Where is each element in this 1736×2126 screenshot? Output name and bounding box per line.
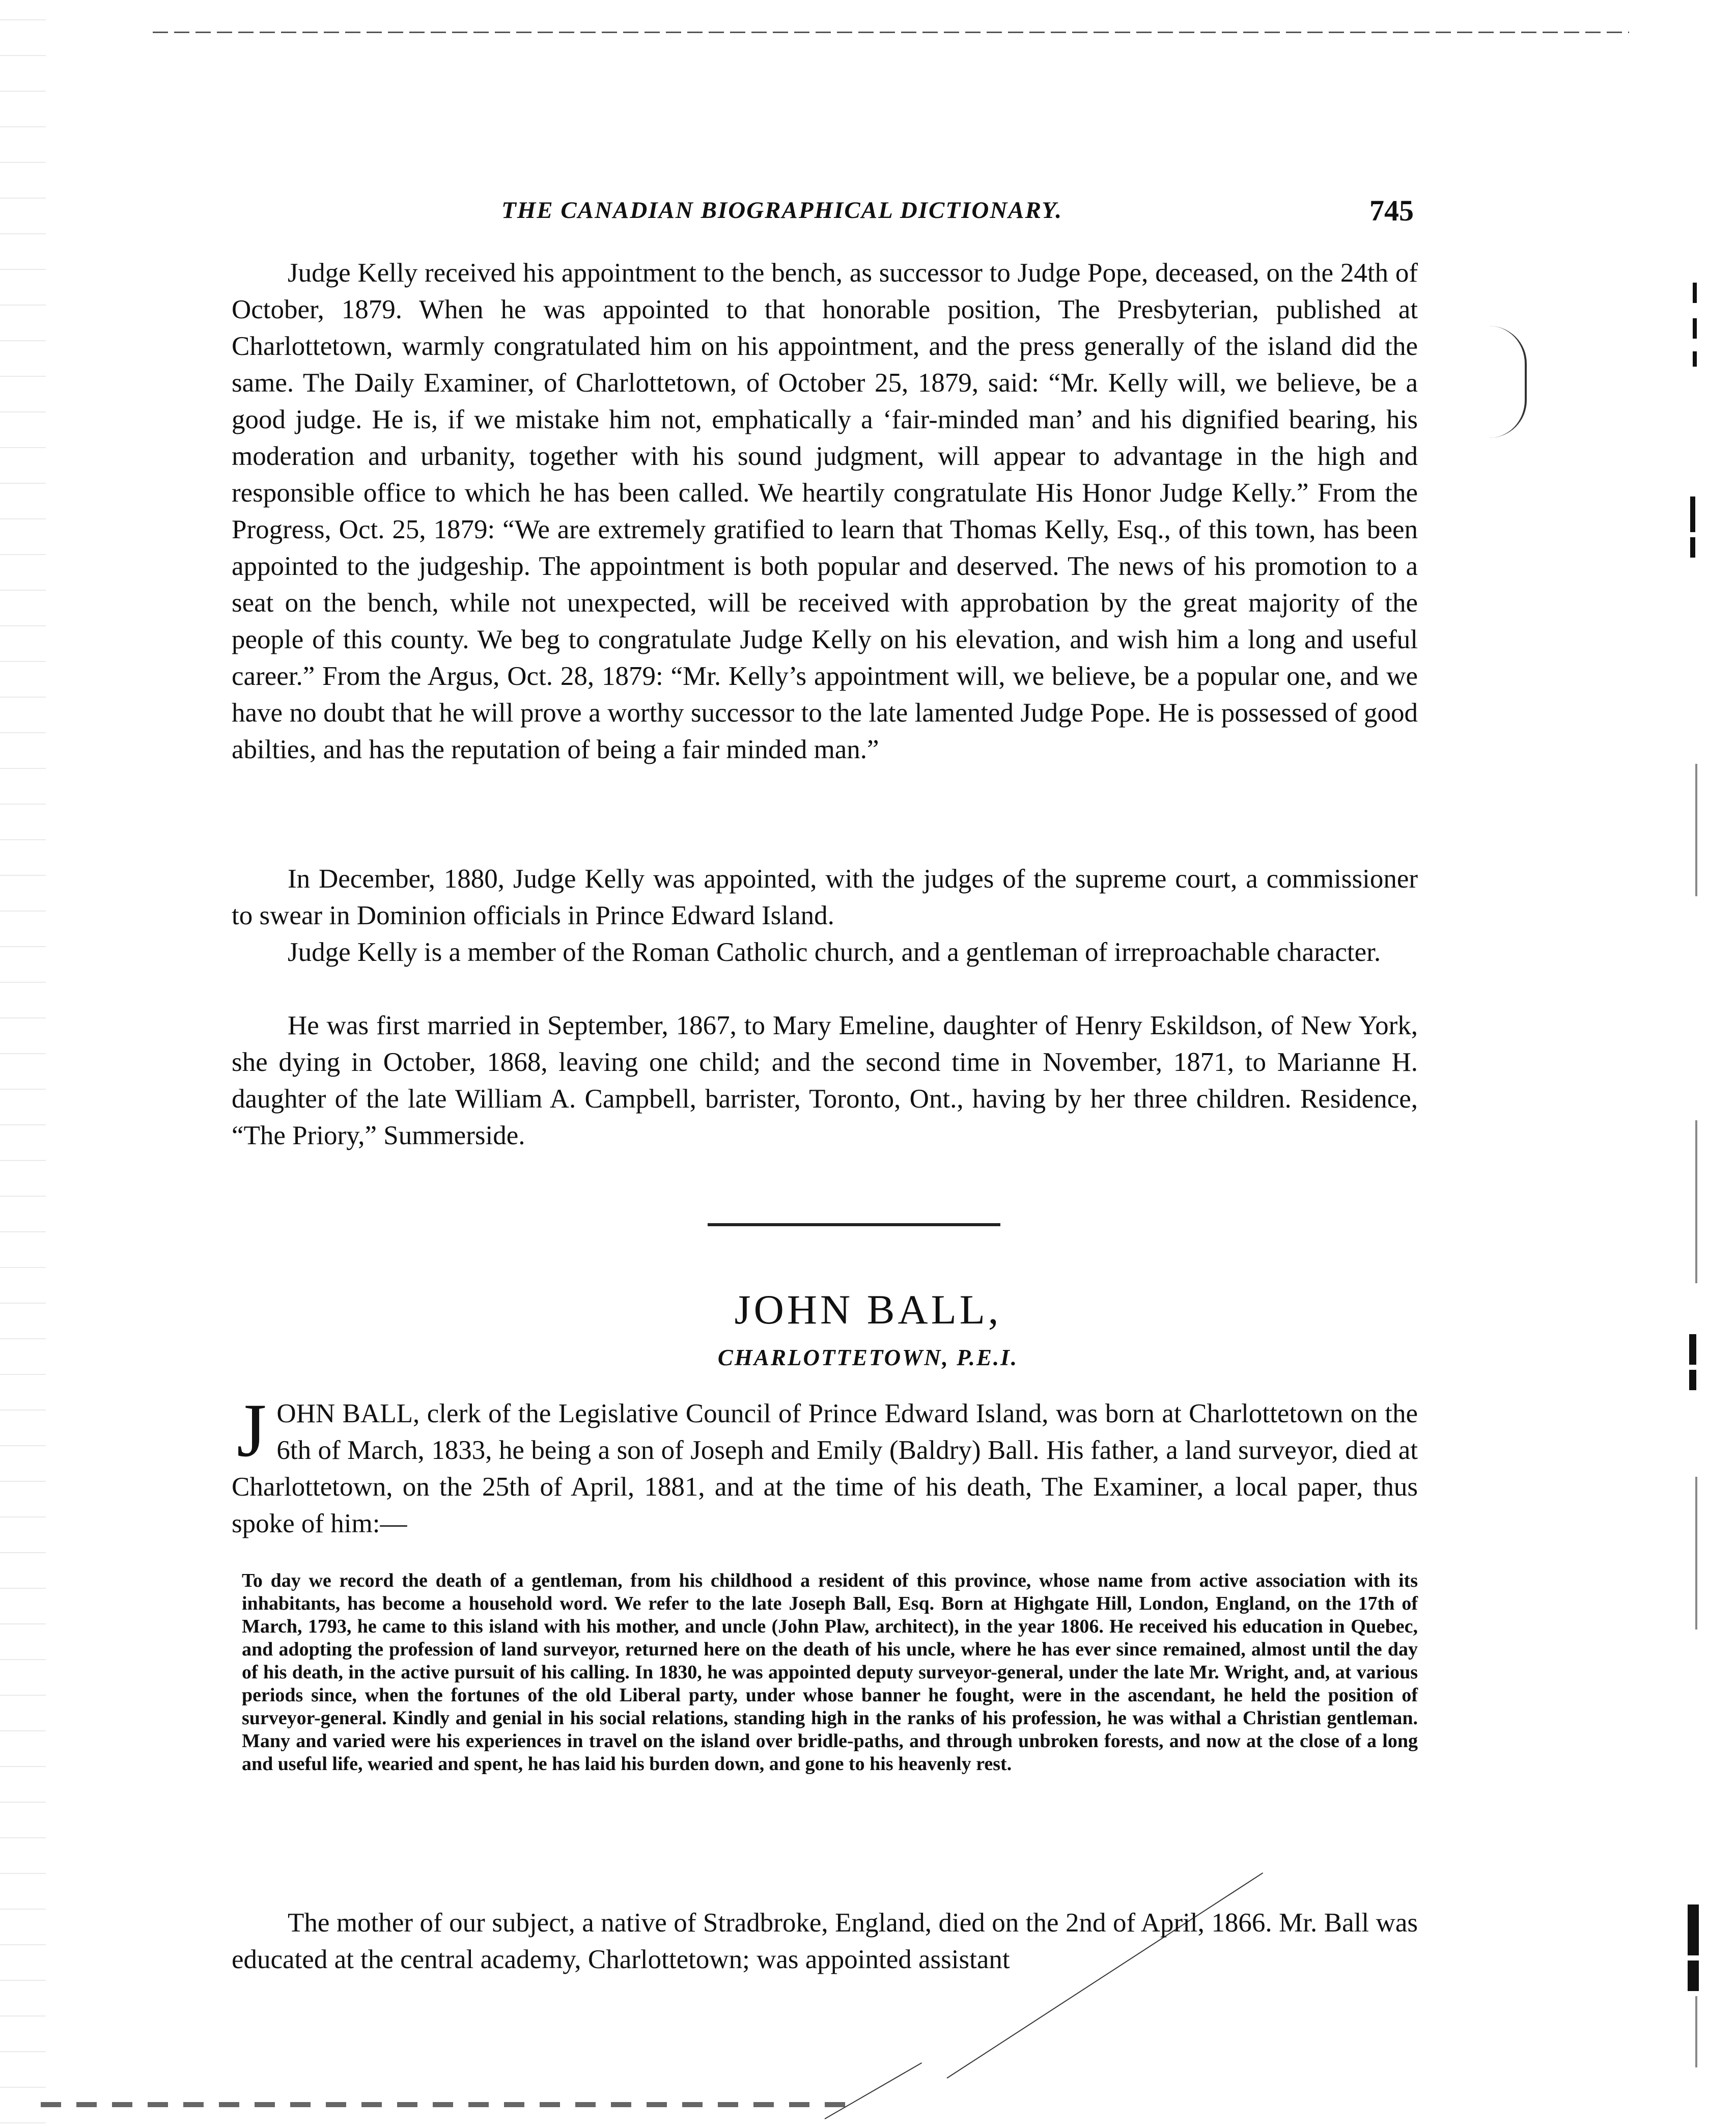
kelly-paragraph-1: Judge Kelly received his appointment to the bench, as successor to Judge Pope, deceased, on the 24th of October, 1879. When he was appointed to that honorable position, The Presbyterian, published at Charlottetown, warmly congratulated him on his appointment, and the press generally of the island did the same. The Daily Examiner, of Charlottetown, of October 25, 1879, said: “Mr. Kelly will, we believe, be a good judge. He is, if we mistake him not, emphatically a ‘fair-minded man’ and his dignified bearing, his moderation and urbanity, together with his sound judgment, will appear to advantage in the high and responsible office to which he has been called. We heartily congratulate His Honor Judge Kelly.” From the Progress, Oct. 25, 1879: “We are extremely gratified to learn that Thomas Kelly, Esq., of this town, has been appointed to the judgeship. The appointment is both popular and deserved. The news of his promotion to a seat on the bench, while not unexpected, will be received with approbation by the great majority of the people of this county. We beg to congratulate Judge Kelly on his elevation, and wish him a long and useful career.” From the Argus, Oct. 28, 1879: “Mr. Kelly’s appointment will, we believe, be a popular one, and we have no doubt that he will prove a worthy successor to the late lamented Judge Pope. He is possessed of good abilties, and has the reputation of being a fair minded man.” bbox=[232, 258, 1418, 764]
page-number: 745 bbox=[1369, 194, 1414, 227]
opening-text: OHN BALL, clerk of the Legislative Council of Prince Edward Island, was born at Charlottetown on the 6th of March, 1833, he being a son of Joseph and Emily (Baldry) Ball. His father, a land surveyor, died at Charlottetown, on the 25th of April, 1881, and at the time of his death, The Examiner, a local paper, thus spoke of him:— bbox=[232, 1399, 1418, 1538]
right-scan-edge bbox=[1660, 0, 1736, 2126]
section-divider bbox=[708, 1223, 1000, 1226]
pencil-annotation bbox=[1489, 326, 1527, 438]
biography-title: JOHN BALL, bbox=[734, 1286, 1002, 1333]
biography-continuation: The mother of our subject, a native of Stradbroke, England, died on the 2nd of April, 1866. Mr. Ball was educated at the central academy, Charlottetown; was appointed assistant bbox=[232, 1908, 1418, 1974]
biography-place: CHARLOTTETOWN, P.E.I. bbox=[717, 1345, 1019, 1370]
kelly-paragraph-3: Judge Kelly is a member of the Roman Catholic church, and a gentleman of irreproachable character. bbox=[288, 937, 1381, 967]
bottom-scan-rule bbox=[41, 2102, 855, 2107]
stray-pencil-line bbox=[825, 2062, 922, 2119]
running-header: THE CANADIAN BIOGRAPHICAL DICTIONARY. bbox=[501, 197, 1063, 224]
left-scan-edge bbox=[0, 0, 46, 2126]
top-scan-rule bbox=[153, 32, 1629, 33]
kelly-paragraph-2: In December, 1880, Judge Kelly was appointed, with the judges of the supreme court, a commissioner to swear in Dominion officials in Prince Edward Island. bbox=[232, 864, 1418, 930]
obituary-quote: To day we record the death of a gentleman, from his childhood a resident of this province, whose name from active association with its inhabitants, has become a household word. We refer to the late Joseph Ball, Esq. Born at Highgate Hill, London, England, on the 17th of March, 1793, he came to this island with his mother, and uncle (John Plaw, architect), in the year 1806. He received his education in Quebec, and adopting the profession of land surveyor, returned here on the death of his uncle, where he has ever since remained, almost until the day of his death, in the active pursuit of his calling. In 1830, he was appointed deputy surveyor-general, under the late Mr. Wright, and, at various periods since, when the fortunes of the old Liberal party, under whose banner he fought, were in the ascendant, he held the position of surveyor-general. Kindly and genial in his social relations, standing high in the ranks of his profession, he was withal a Christian gentleman. Many and varied were his experiences in travel on the island over bridle-paths, and through unbroken forests, and now at the close of a long and useful life, wearied and spent, he has laid his burden down, and gone to his heavenly rest. bbox=[242, 1570, 1418, 1775]
kelly-paragraph-4: He was first married in September, 1867, to Mary Emeline, daughter of Henry Eskildson, of New York, she dying in October, 1868, leaving one child; and the second time in November, 1871, to Marianne H. daughter of the late William A. Campbell, barrister, Toronto, Ont., having by her three children. Residence, “The Priory,” Summerside. bbox=[232, 1011, 1418, 1150]
biography-opening bbox=[232, 1388, 1418, 1542]
drop-cap: J bbox=[237, 1388, 267, 1473]
